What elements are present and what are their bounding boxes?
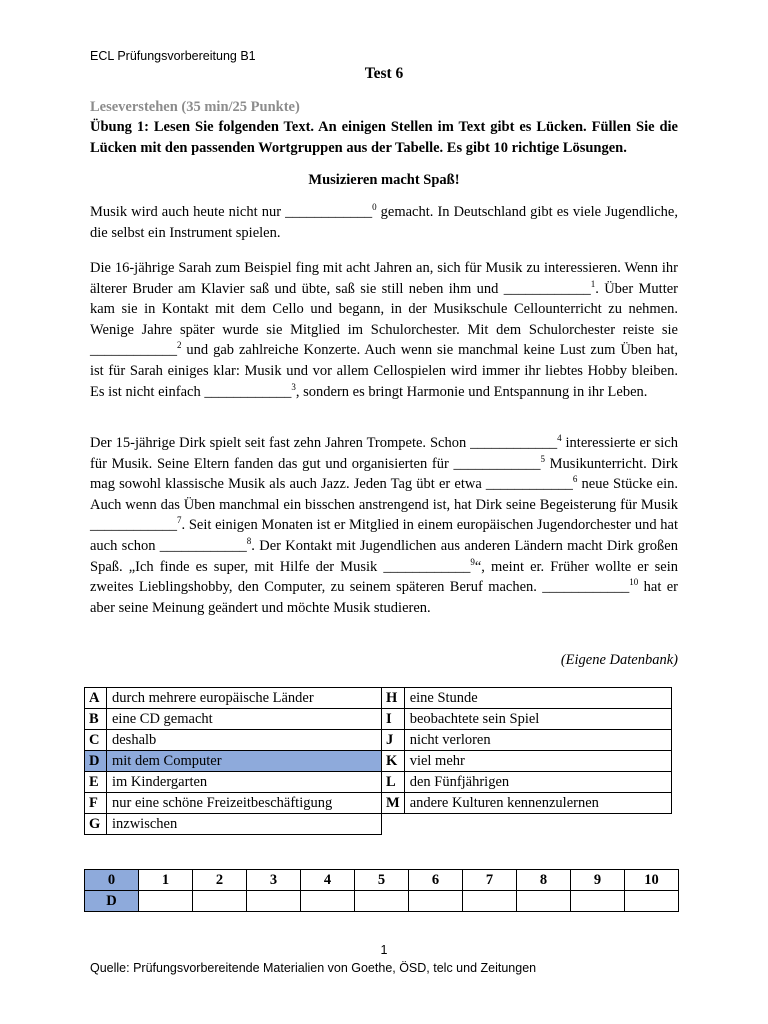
option-text-highlighted: mit dem Computer (107, 751, 382, 772)
gap-0[interactable]: ____________ (285, 204, 373, 220)
grid-number-cell: 9 (571, 870, 625, 891)
table-row (85, 772, 672, 793)
grid-number-cell: 4 (301, 870, 355, 891)
gap-5[interactable]: ____________ (453, 455, 541, 472)
option-text: inzwischen (107, 814, 382, 835)
option-letter: I (382, 709, 405, 730)
option-letter: G (85, 814, 107, 835)
gap-9[interactable]: ____________ (383, 558, 471, 575)
option-letter: J (382, 730, 405, 751)
answer-grid (84, 869, 679, 912)
gap-2[interactable]: ____________ (90, 342, 177, 359)
option-letter: C (85, 730, 107, 751)
table-row (85, 730, 672, 751)
grid-number-cell: 1 (139, 870, 193, 891)
option-letter: K (382, 751, 405, 772)
gap-7[interactable]: ____________ (90, 517, 177, 534)
option-text: den Fünfjährigen (404, 772, 671, 793)
gap-10[interactable]: ____________ (542, 579, 630, 596)
option-text: eine Stunde (404, 688, 671, 709)
answer-grid-header-row (85, 870, 679, 891)
answer-grid-answer-row (85, 891, 679, 912)
grid-answer-cell[interactable] (247, 891, 301, 912)
reading-text-title: Musizieren macht Spaß! (308, 172, 460, 188)
grid-answer-cell[interactable] (355, 891, 409, 912)
grid-number-cell: 5 (355, 870, 409, 891)
option-text: viel mehr (404, 751, 671, 772)
footer-source: Quelle: Prüfungsvorbereitende Materialien von Goethe, ÖSD, telc und Zeitungen (90, 961, 537, 975)
table-row (85, 814, 672, 835)
paragraph-3: Der 15-jährige Dirk spielt seit fast zehn Jahren Trompete. Schon ____________$^4$ interessierte er sich für Musik. Seine Eltern fanden das gut und organisierten für ____________$^5$ Musikunterricht. Dirk mag sowohl klassische Musik als auch Jazz. Jeden Tag übt er etwa ____________$^6$ neue Stücke ein. Auch wenn das Üben manchmal ein bisschen anstrengend ist, hat Dirk seine Begeisterung für Musik ____________$^7$. Seit einigen Monaten ist er Mitglied in einem europäischen Jugendorchester und hat auch schon ____________$^8$. Der Kontakt mit Jugendlichen aus anderen Ländern macht Dirk großen Spaß. „Ich finde es super, mit Hilfe der Musik ____________$^9$“, meint er. Früher wollte er sein zweites Lieblingshobby, den Computer, zu seinem späteren Beruf machen. ____________$^{10}$ hat er aber seine Meinung geändert und möchte Musik studieren. (90, 433, 679, 616)
option-letter: L (382, 772, 405, 793)
option-text: eine CD gemacht (107, 709, 382, 730)
course-header: ECL Prüfungsvorbereitung B1 (90, 49, 256, 63)
grid-number-cell: 3 (247, 870, 301, 891)
option-text: deshalb (107, 730, 382, 751)
option-letter: F (85, 793, 107, 814)
option-text: im Kindergarten (107, 772, 382, 793)
grid-answer-cell: D (85, 891, 139, 912)
grid-number-cell: 10 (625, 870, 679, 891)
grid-number-cell: 0 (85, 870, 139, 891)
task-instructions: Übung 1: Lesen Sie folgenden Text. An einigen Stellen im Text gibt es Lücken. Füllen Sie die Lücken mit den passenden Wortgruppen aus der Tabelle. Es gibt 10 richtige Lösungen. (90, 119, 678, 156)
grid-number-cell: 2 (193, 870, 247, 891)
grid-number-cell: 7 (463, 870, 517, 891)
gap-3[interactable]: ____________ (204, 383, 292, 400)
gap-8[interactable]: ____________ (159, 537, 247, 554)
grid-answer-cell[interactable] (301, 891, 355, 912)
table-row (85, 793, 672, 814)
grid-answer-cell[interactable] (463, 891, 517, 912)
section-subtitle: Leseverstehen (35 min/25 Punkte) (90, 99, 300, 115)
empty-cell (382, 814, 672, 835)
grid-answer-cell[interactable] (193, 891, 247, 912)
gap-6[interactable]: ____________ (485, 476, 573, 493)
grid-number-cell: 8 (517, 870, 571, 891)
option-letter: E (85, 772, 107, 793)
page-number: 1 (380, 943, 388, 957)
source-note: (Eigene Datenbank) (560, 652, 678, 668)
table-row (85, 751, 672, 772)
options-table (84, 687, 672, 835)
option-letter: A (85, 688, 107, 709)
option-letter: B (85, 709, 107, 730)
option-text: nicht verloren (404, 730, 671, 751)
grid-answer-cell[interactable] (571, 891, 625, 912)
option-letter: M (382, 793, 405, 814)
option-text: durch mehrere europäische Länder (107, 688, 382, 709)
table-row (85, 688, 672, 709)
grid-number-cell: 6 (409, 870, 463, 891)
grid-answer-cell[interactable] (517, 891, 571, 912)
option-text: beobachtete sein Spiel (404, 709, 671, 730)
gap-1[interactable]: ____________ (503, 280, 591, 297)
grid-answer-cell[interactable] (139, 891, 193, 912)
option-text: andere Kulturen kennenzulernen (404, 793, 671, 814)
option-text: nur eine schöne Freizeitbeschäftigung (107, 793, 382, 814)
grid-answer-cell[interactable] (409, 891, 463, 912)
option-letter: H (382, 688, 405, 709)
gap-4[interactable]: ____________ (470, 435, 558, 451)
grid-answer-cell[interactable] (625, 891, 679, 912)
paragraph-2: Die 16-jährige Sarah zum Beispiel fing mit acht Jahren an, sich für Musik zu interessieren. Wenn ihr älterer Bruder am Klavier saß und übte, saß sie still neben ihm und ____________$^1$. Über Mutter kam sie in Kontakt mit dem Cello und begann, in der Musikschule Cellounterricht zu nehmen. Wenige Jahre später wurde sie Mitglied im Schulorchester. Mit dem Schulorchester reiste sie ____________$^2$ und gab zahlreiche Konzerte. Auch wenn sie manchmal keine Lust zum Üben hat, ist für Sarah einiges klar: Musik und vor allem Cellospielen wird immer ihr liebtes Hobby bleiben. Es ist nicht einfach ____________$^3$, sondern es bringt Harmonie und Entspannung in ihr Leben. (90, 260, 678, 400)
table-row (85, 709, 672, 730)
test-title: Test 6 (364, 65, 404, 82)
paragraph-1: Musik wird auch heute nicht nur ____________$^0$ gemacht. In Deutschland gibt es viele Jugendliche, die selbst ein Instrument spielen. (90, 202, 678, 241)
option-letter-highlighted: D (85, 751, 107, 772)
